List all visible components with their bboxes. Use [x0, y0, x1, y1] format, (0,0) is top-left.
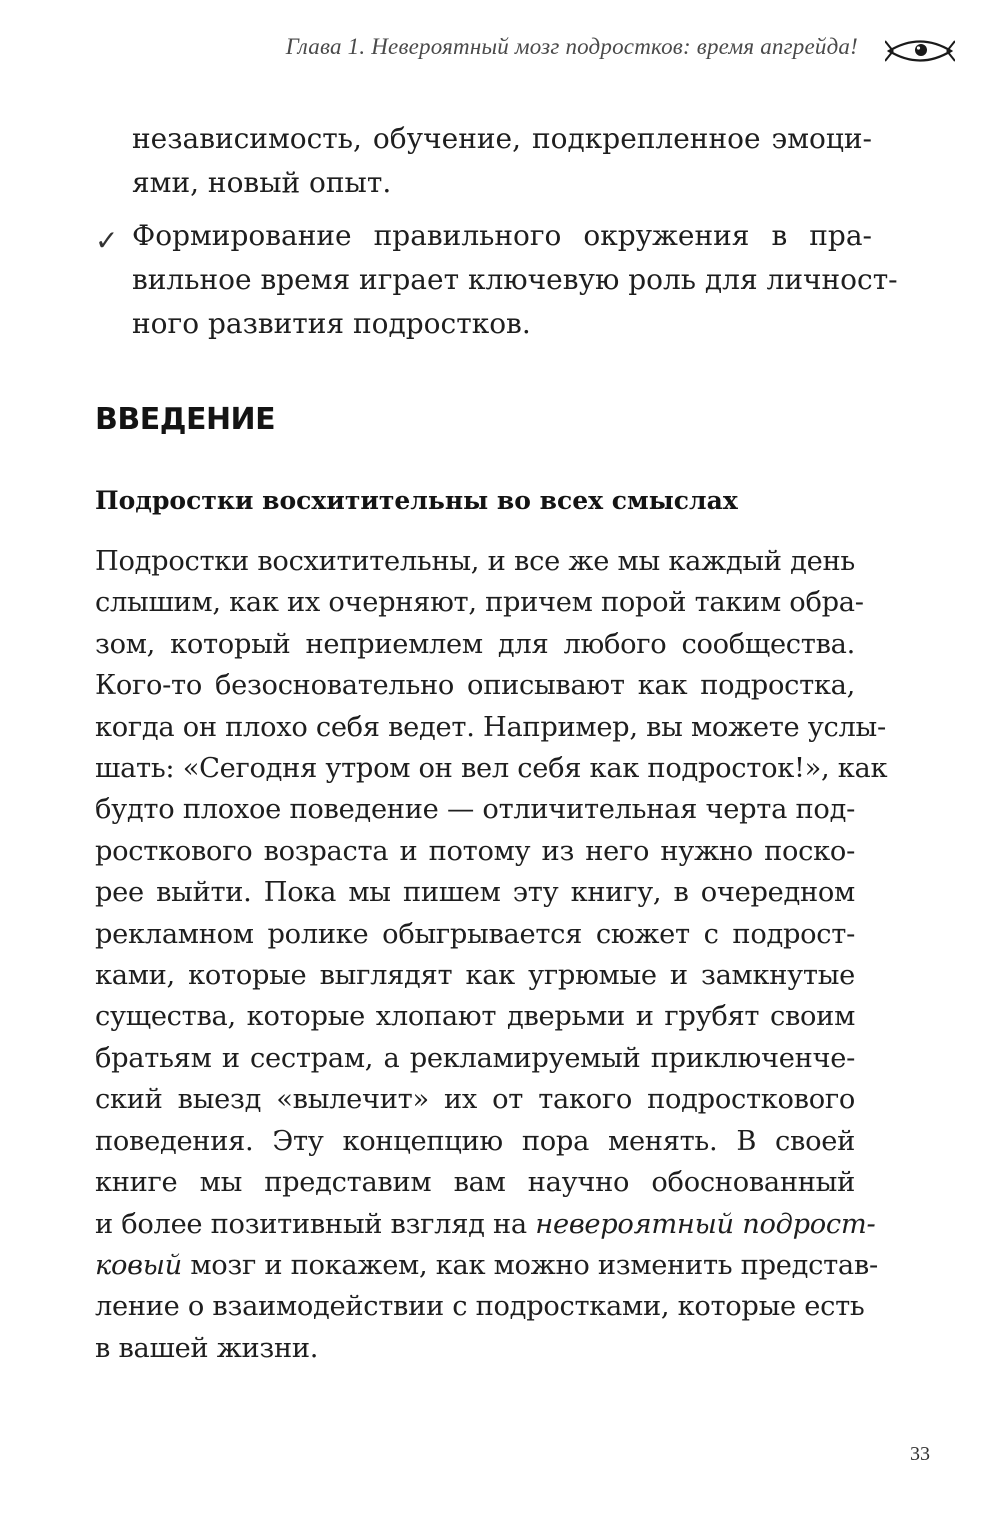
text-line: братьям и сестрам, а рекламируемый приключенче-: [95, 1042, 855, 1074]
text-line: Формирование правильного окружения в пра-: [132, 219, 872, 252]
text-line: рее выйти. Пока мы пишем эту книгу, в очередном: [95, 877, 855, 909]
section-title: ВВЕДЕНИЕ: [95, 402, 276, 437]
text-line: ного развития подростков.: [132, 307, 531, 340]
text-line: независимость, обучение, подкрепленное эмоци-: [132, 122, 872, 155]
checkmark-icon: ✓: [95, 224, 119, 257]
continuation-text: [132, 117, 872, 205]
text-line: когда он плохо себя ведет. Например, вы можете услы-: [95, 711, 886, 743]
text-line: рекламном ролике обыгрывается сюжет с подрост-: [95, 918, 855, 950]
text-line: шать: «Сегодня утром он вел себя как подросток!», как: [95, 753, 888, 785]
text-line: ками, которые выглядят как угрюмые и замкнутые: [95, 960, 855, 992]
text-line: слышим, как их очерняют, причем порой таким обра-: [95, 587, 864, 619]
text-line: ями, новый опыт.: [132, 166, 392, 199]
bullet-item: [132, 214, 898, 346]
text-run: мозг и покажем, как можно изменить представ-: [181, 1249, 878, 1281]
text-line: росткового возраста и потому из него нужно поско-: [95, 835, 855, 867]
text-line: существа, которые хлопают дверьми и грубят своим: [95, 1001, 855, 1033]
running-head: Глава 1. Невероятный мозг подростков: время апгрейда!: [285, 34, 858, 59]
text-line: [95, 1204, 876, 1245]
eye-icon: [885, 38, 955, 64]
text-line: [95, 1245, 878, 1286]
body-paragraph: [95, 541, 888, 1369]
text-line: Подростки восхитительны, и все же мы каждый день: [95, 546, 855, 577]
italic-text: невероятный подрост-: [535, 1208, 876, 1240]
text-run: и более позитивный взгляд на: [95, 1208, 536, 1240]
text-line: поведения. Эту концепцию пора менять. В своей: [95, 1125, 855, 1157]
text-line: ский выезд «вылечит» их от такого подросткового: [95, 1084, 855, 1116]
italic-text: ковый: [95, 1249, 182, 1281]
text-line: в вашей жизни.: [95, 1332, 319, 1364]
text-line: зом, который неприемлем для любого сообщества.: [95, 628, 855, 660]
text-line: Кого-то безосновательно описывают как подростка,: [95, 670, 855, 702]
subheading: Подростки восхитительны во всех смыслах: [95, 486, 738, 515]
text-line: книге мы представим вам научно обоснованный: [95, 1167, 855, 1199]
page-number: 33: [910, 1443, 930, 1465]
text-line: вильное время играет ключевую роль для личност-: [132, 263, 898, 296]
text-line: ление о взаимодействии с подростками, которые есть: [95, 1291, 865, 1323]
text-line: будто плохое поведение — отличительная черта под-: [95, 794, 855, 826]
